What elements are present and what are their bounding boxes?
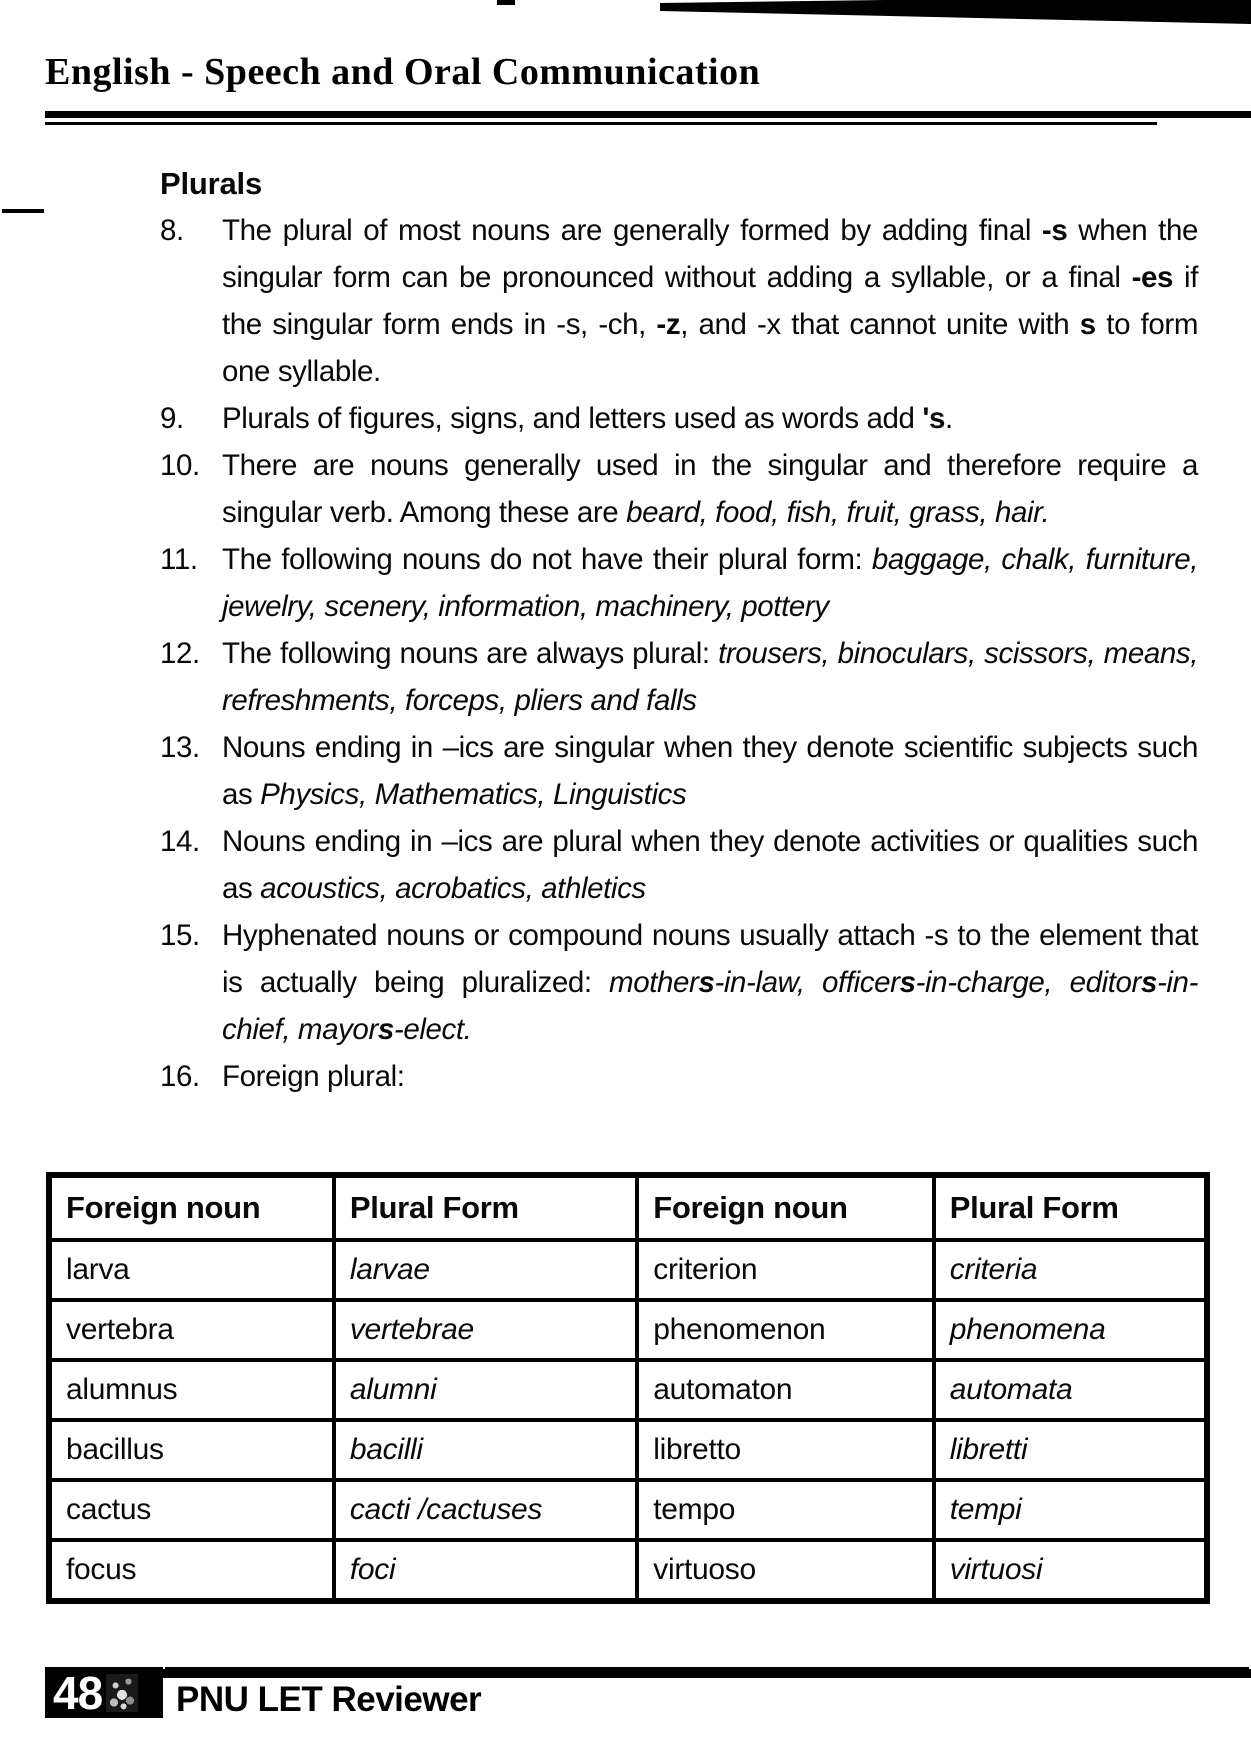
rule-text-segment: s [377,1013,394,1046]
rule-item [160,1053,1198,1100]
rule-number: 8. [160,214,184,247]
rule-item [160,536,1198,630]
rule-text-segment: The plural of most nouns are generally formed by adding final [222,214,1042,247]
rule-item [160,818,1198,912]
rule-text-segment: when the singular form can be pronounced without adding a syllable, or a final [222,214,1198,294]
foreign-noun-cell: libretto [637,1420,933,1480]
foreign-noun-cell: virtuoso [637,1540,933,1601]
rule-item [160,912,1198,1053]
pnu-logo-icon [106,1674,138,1712]
foreign-noun-cell: phenomenon [637,1300,933,1360]
plural-form-cell: vertebrae [334,1300,637,1360]
foreign-plural-table-head [49,1175,1207,1240]
rule-text-segment: -in-charge, editor [915,966,1141,999]
foreign-noun-cell: vertebra [49,1300,334,1360]
table-row [49,1480,1207,1540]
foreign-noun-cell: larva [49,1240,334,1300]
rule-text-segment: Foreign plural: [222,1060,405,1093]
header-rule-thick [45,111,1251,118]
plural-form-cell: automata [934,1360,1207,1420]
rule-item [160,724,1198,818]
table-header-cell: Plural Form [934,1175,1207,1240]
rule-text-segment: -in-law, officer [714,966,900,999]
scan-top-bar [660,0,1251,24]
table-row [49,1240,1207,1300]
rule-item [160,207,1198,395]
rule-text [222,1053,1198,1100]
rule-text-segment: Hyphenated nouns or compound nouns usually attach -s to the element that is actually being pluralized: [222,919,1198,999]
table-header-cell: Foreign noun [637,1175,933,1240]
scan-top-dash [497,0,515,5]
rule-text-segment: The following nouns do not have their plural form: [222,543,872,576]
rule-text-segment: s [899,966,916,999]
rule-text-segment: Nouns ending in –ics are singular when they denote scientific subjects such as [222,731,1198,811]
rule-text [222,630,1198,724]
foreign-noun-cell: automaton [637,1360,933,1420]
table-row [49,1540,1207,1601]
footer-page-number-box [45,1667,163,1718]
rule-text-segment: The following nouns are always plural: [222,637,719,670]
rule-text-segment: s [698,966,715,999]
plural-form-cell: phenomena [934,1300,1207,1360]
rule-text-segment: There are nouns generally used in the singular and therefore require a singular verb. Among these are [222,449,1198,529]
foreign-noun-cell: cactus [49,1480,334,1540]
rule-text-segment: , and -x that cannot unite with [680,308,1080,341]
rule-number: 12. [160,637,200,670]
rule-item [160,395,1198,442]
footer-rule [163,1669,1251,1678]
rule-text [222,536,1198,630]
rule-item [160,442,1198,536]
table-row [49,1300,1207,1360]
foreign-noun-cell: tempo [637,1480,933,1540]
page-header-title: English - Speech and Oral Communication [45,51,761,93]
rule-text [222,724,1198,818]
rule-item [160,630,1198,724]
plural-form-cell: tempi [934,1480,1207,1540]
rule-text-segment: Physics, Mathematics, Linguistics [260,778,687,811]
header-rule-thin [45,122,1157,125]
plural-form-cell: virtuosi [934,1540,1207,1601]
rule-number: 14. [160,825,200,858]
rule-text-segment: -elect. [393,1013,472,1046]
rule-number: 15. [160,919,200,952]
page-number: 48 [53,1666,103,1719]
plural-form-cell: larvae [334,1240,637,1300]
foreign-plural-table-body [49,1240,1207,1601]
rule-text-segment: mother [609,966,699,999]
plural-form-cell: alumni [334,1360,637,1420]
rule-text [222,395,1198,442]
rule-text-segment: 's [922,402,945,435]
plural-form-cell: libretti [934,1420,1207,1480]
rules-section [160,160,1198,1100]
plural-form-cell: cacti /cactuses [334,1480,637,1540]
rule-number: 11. [160,543,198,576]
table-row [49,1420,1207,1480]
rules-list [160,207,1198,1100]
foreign-plural-table [46,1172,1210,1604]
rule-text-segment: baggage, chalk, furniture, jewelry, scenery, information, machinery, pottery [222,543,1198,623]
rule-text-segment: s [1079,308,1096,341]
foreign-noun-cell: focus [49,1540,334,1601]
table-header-row [49,1175,1207,1240]
rule-text-segment: if the singular form ends in -s, -ch, [222,261,1199,341]
scan-margin-dash [2,209,44,213]
rule-text-segment: -in-chief, mayor [222,966,1198,1046]
rule-text-segment: Plurals of figures, signs, and letters used as words add [222,402,923,435]
foreign-noun-cell: criterion [637,1240,933,1300]
rule-text [222,442,1198,536]
rule-number: 13. [160,731,200,764]
section-heading: Plurals [160,166,262,201]
rule-text-segment: beard, food, fish, fruit, grass, hair. [626,496,1050,529]
foreign-noun-cell: bacillus [49,1420,334,1480]
footer-label: PNU LET Reviewer [176,1680,482,1719]
rule-text-segment: -es [1131,261,1174,294]
foreign-noun-cell: alumnus [49,1360,334,1420]
plural-form-cell: criteria [934,1240,1207,1300]
rule-text-segment: -s [1041,214,1068,247]
table-header-cell: Foreign noun [49,1175,334,1240]
rule-text-segment: -z [656,308,681,341]
rule-text [222,912,1198,1053]
rule-number: 10. [160,449,200,482]
table-header-cell: Plural Form [334,1175,637,1240]
rule-number: 9. [160,402,184,435]
rule-text-segment: to form one syllable. [222,308,1198,388]
table-row [49,1360,1207,1420]
rule-number: 16. [160,1060,200,1093]
rule-text [222,207,1198,395]
plural-form-cell: bacilli [334,1420,637,1480]
rule-text-segment: s [1140,966,1157,999]
rule-text-segment: . [944,402,953,435]
rule-text-segment: trousers, binoculars, scissors, means, refreshments, forceps, pliers and falls [222,637,1199,717]
plural-form-cell: foci [334,1540,637,1601]
rule-text [222,818,1198,912]
rule-text-segment: Nouns ending in –ics are plural when they denote activities or qualities such as [222,825,1198,905]
rule-text-segment: acoustics, acrobatics, athletics [260,872,646,905]
